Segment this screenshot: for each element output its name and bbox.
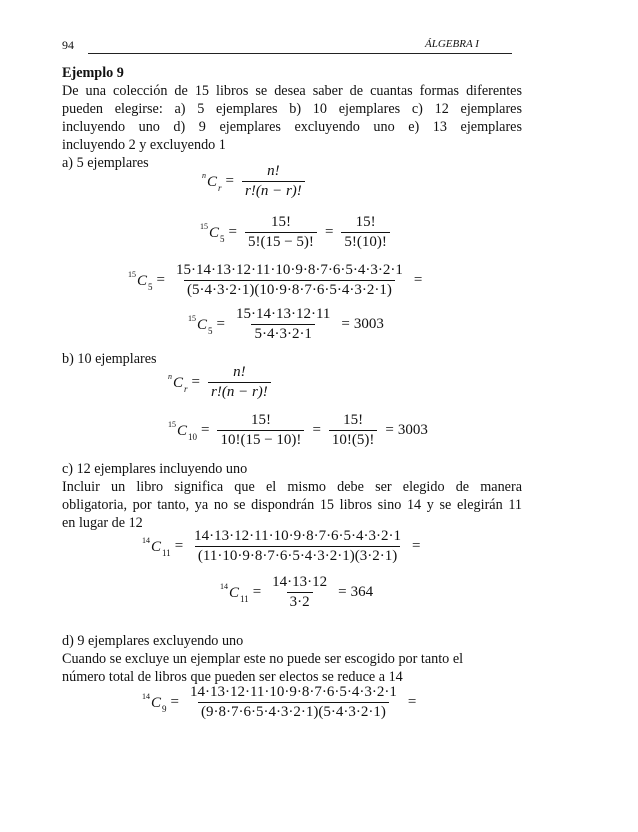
statement-line-2: pueden elegirse: a) 5 ejemplares b) 10 ejemplares c) 12 ejemplares bbox=[62, 101, 522, 117]
formula-a-general: $^nC_r$ = $\frac{n!}{r!(n - r)!}$ bbox=[202, 163, 309, 200]
header-rule bbox=[88, 53, 512, 54]
fraction: $\frac{14\cdot 13\cdot 12}{3\cdot 2}$ bbox=[272, 574, 328, 610]
statement-line-4: incluyendo 2 y excluyendo 1 bbox=[62, 137, 226, 153]
part-d-text-1: Cuando se excluye un ejemplar este no puede ser escogido por tanto el bbox=[62, 651, 464, 667]
fraction: $\frac{15\cdot 14\cdot 13\cdot 12\cdot 11}{5\cdot 4\cdot 3\cdot 2\cdot 1}$ bbox=[235, 306, 331, 342]
part-c-text-2: obligatoria, por tanto, ya no se dispondrán 15 libros sino 14 y se elegirán 11 bbox=[62, 497, 522, 513]
fraction: $\frac{15!}{5!(10)!}$ bbox=[341, 214, 389, 251]
fraction: $\frac{15\cdot 14\cdot 13\cdot 12\cdot 11\cdot 10\cdot 9\cdot 8\cdot 7\cdot 6\cdot 5\cdot 4\cdot 3\cdot 2\cdot 1}{(5\cdot 4\cdot 3\cdot 2\cdot 1)(10\cdot 9\cdot 8\cdot 7\cdot 6\cdot 5\cdot 4\cdot 3\cdot 2\cdot 1)}$ bbox=[175, 262, 403, 298]
part-a-label: a) 5 ejemplares bbox=[62, 155, 149, 171]
fraction: $\frac{15!}{5!(15 - 5)!}$ bbox=[245, 214, 317, 251]
formula-c-step1: $^{14}C_{11}$ = $\frac{14\cdot 13\cdot 12\cdot 11\cdot 10\cdot 9\cdot 8\cdot 7\cdot 6\cdot 5\cdot 4\cdot 3\cdot 2\cdot 1}{(11\cdot 10\cdot 9\cdot 8\cdot 7\cdot 6\cdot 5\cdot 4\cdot 3\cdot 2\cdot 1)(3\cdot 2\cdot 1)}$ = bbox=[142, 528, 421, 564]
fraction: $\frac{n!}{r!(n - r)!}$ bbox=[242, 163, 305, 200]
formula-a-step1: $^{15}C_5$ = $\frac{15!}{5!(15 - 5)!}$ = $\frac{15!}{5!(10)!}$ bbox=[200, 214, 394, 251]
part-c-label: c) 12 ejemplares incluyendo uno bbox=[62, 461, 248, 477]
statement-line-1: De una colección de 15 libros se desea saber de cuantas formas diferentes bbox=[62, 83, 522, 99]
part-c-text-3: en lugar de 12 bbox=[62, 515, 143, 531]
fraction: $\frac{14\cdot 13\cdot 12\cdot 11\cdot 10\cdot 9\cdot 8\cdot 7\cdot 6\cdot 5\cdot 4\cdot 3\cdot 2\cdot 1}{(9\cdot 8\cdot 7\cdot 6\cdot 5\cdot 4\cdot 3\cdot 2\cdot 1)(5\cdot 4\cdot 3\cdot 2\cdot 1)}$ bbox=[189, 684, 397, 720]
part-c-text-1: Incluir un libro significa que el mismo debe ser elegido de manera bbox=[62, 479, 522, 495]
result-c: 364 bbox=[350, 584, 374, 600]
part-d-text-2: número total de libros que pueden ser electos se reduce a 14 bbox=[62, 669, 403, 685]
formula-b-step1: $^{15}C_{10}$ = $\frac{15!}{10!(15 - 10)!}$ = $\frac{15!}{10!(5)!}$ = 3003 bbox=[168, 412, 428, 448]
example-heading: Ejemplo 9 bbox=[62, 65, 124, 81]
fraction: $\frac{15!}{10!(15 - 10)!}$ bbox=[217, 412, 304, 449]
result-a: 3003 bbox=[353, 316, 384, 332]
running-title: ÁLGEBRA I bbox=[425, 38, 479, 50]
formula-a-step2: $^{15}C_5$ = $\frac{15\cdot 14\cdot 13\cdot 12\cdot 11\cdot 10\cdot 9\cdot 8\cdot 7\cdot 6\cdot 5\cdot 4\cdot 3\cdot 2\cdot 1}{(5\cdot 4\cdot 3\cdot 2\cdot 1)(10\cdot 9\cdot 8\cdot 7\cdot 6\cdot 5\cdot 4\cdot 3\cdot 2\cdot 1)}$ = bbox=[128, 262, 423, 298]
formula-b-general: $^nC_r$ = $\frac{n!}{r!(n - r)!}$ bbox=[168, 364, 275, 401]
fraction: $\frac{15!}{10!(5)!}$ bbox=[329, 412, 377, 449]
fraction: $\frac{n!}{r!(n - r)!}$ bbox=[208, 364, 271, 401]
formula-c-step2: $^{14}C_{11}$ = $\frac{14\cdot 13\cdot 12}{3\cdot 2}$ = 364 bbox=[220, 574, 374, 610]
result-b: 3003 bbox=[397, 422, 428, 438]
part-d-label: d) 9 ejemplares excluyendo uno bbox=[62, 633, 244, 649]
formula-d-step1: $^{14}C_9$ = $\frac{14\cdot 13\cdot 12\cdot 11\cdot 10\cdot 9\cdot 8\cdot 7\cdot 6\cdot 5\cdot 4\cdot 3\cdot 2\cdot 1}{(9\cdot 8\cdot 7\cdot 6\cdot 5\cdot 4\cdot 3\cdot 2\cdot 1)(5\cdot 4\cdot 3\cdot 2\cdot 1)}$ = bbox=[142, 684, 417, 720]
formula-a-step3: $^{15}C_5$ = $\frac{15\cdot 14\cdot 13\cdot 12\cdot 11}{5\cdot 4\cdot 3\cdot 2\cdot 1}$ = 3003 bbox=[188, 306, 384, 342]
statement-line-3: incluyendo uno d) 9 ejemplares excluyendo uno e) 13 ejemplares bbox=[62, 119, 522, 135]
fraction: $\frac{14\cdot 13\cdot 12\cdot 11\cdot 10\cdot 9\cdot 8\cdot 7\cdot 6\cdot 5\cdot 4\cdot 3\cdot 2\cdot 1}{(11\cdot 10\cdot 9\cdot 8\cdot 7\cdot 6\cdot 5\cdot 4\cdot 3\cdot 2\cdot 1)(3\cdot 2\cdot 1)}$ bbox=[194, 528, 402, 564]
part-b-label: b) 10 ejemplares bbox=[62, 351, 157, 367]
page-number: 94 bbox=[62, 38, 74, 52]
